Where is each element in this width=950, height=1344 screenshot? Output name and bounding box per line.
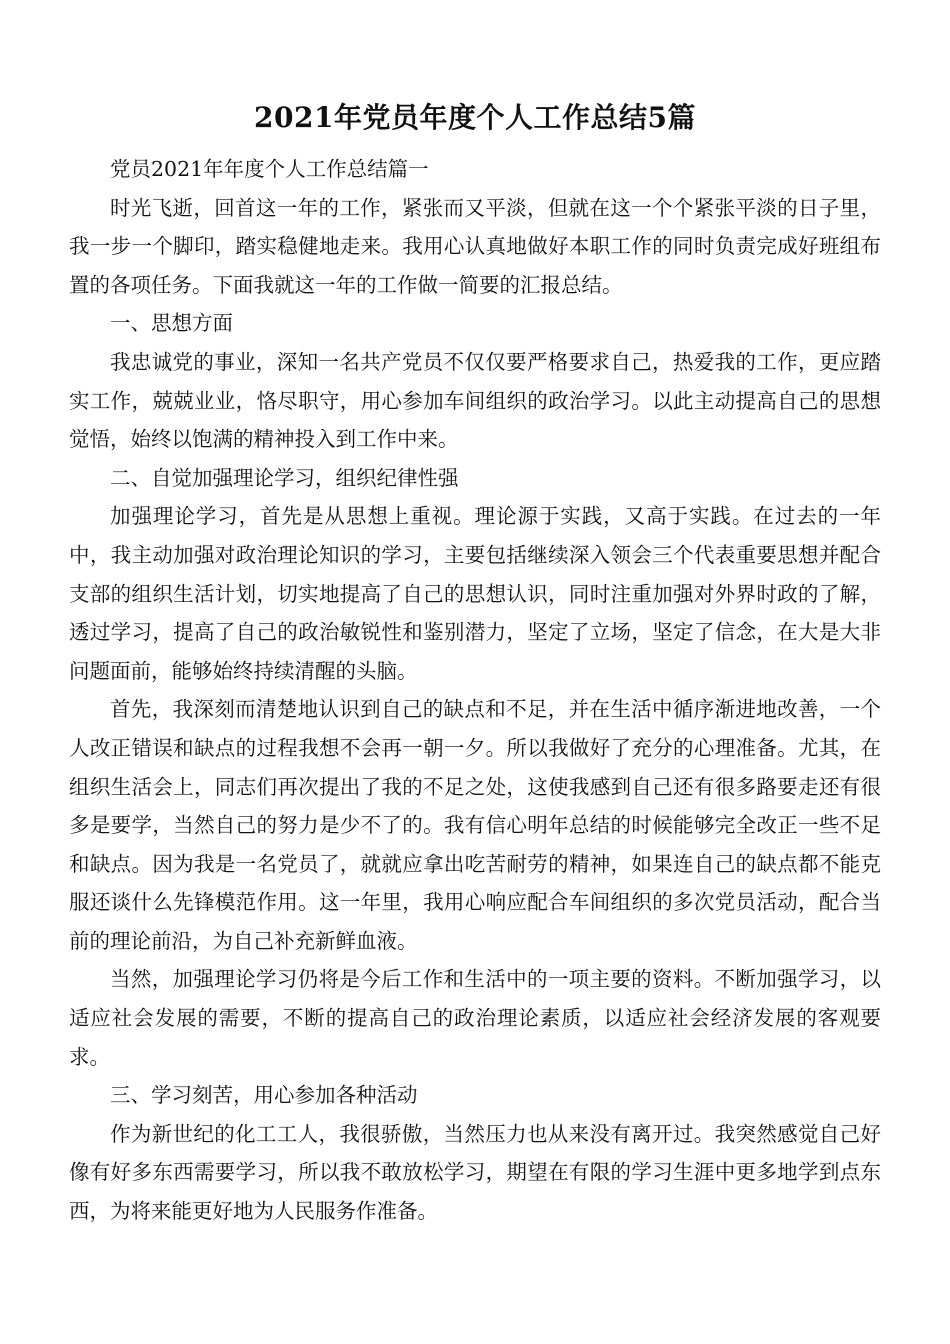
body-paragraph: 当然，加强理论学习仍将是今后工作和生活中的一项主要的资料。不断加强学习，以适应社会发展的需要，不断的提高自己的政治理论素质，以适应社会经济发展的客观要求。 bbox=[69, 967, 881, 1069]
body-paragraph: 作为新世纪的化工工人，我很骄傲，当然压力也从来没有离开过。我突然感觉自己好像有好多东西需要学习，所以我不敢放松学习，期望在有限的学习生涯中更多地学到点东西，为将来能更好地为人民服务作准备。 bbox=[69, 1121, 881, 1224]
body-paragraph: 首先，我深刻而清楚地认识到自己的缺点和不足，并在生活中循序渐进地改善，一个人改正错误和缺点的过程我想不会再一朝一夕。所以我做好了充分的心理准备。尤其，在组织生活会上，同志们再次提出了我的不足之处，这使我感到自己还有很多路要走还有很多是要学，当然自己的努力是少不了的。我有信心明年总结的时候能够完全改正一些不足和缺点。因为我是一名党员了，就就应拿出吃苦耐劳的精神，如果连自己的缺点都不能克服还谈什么先锋模范作用。这一年里，我用心响应配合车间组织的多次党员活动，配合当前的理论前沿，为自己补充新鲜血液。 bbox=[69, 697, 881, 953]
document-body bbox=[69, 150, 881, 1231]
section-heading: 党员2021年年度个人工作总结篇一 bbox=[110, 157, 429, 181]
body-paragraph: 我忠诚党的事业，深知一名共产党员不仅仅要严格要求自己，热爱我的工作，更应踏实工作，兢兢业业，恪尽职守，用心参加车间组织的政治学习。以此主动提高自己的思想觉悟，始终以饱满的精神投入到工作中来。 bbox=[69, 349, 881, 452]
body-paragraph: 时光飞逝，回首这一年的工作，紧张而又平淡，但就在这一个个紧张平淡的日子里，我一步一个脚印，踏实稳健地走来。我用心认真地做好本职工作的同时负责完成好班组布置的各项任务。下面我就这一年的工作做一简要的汇报总结。 bbox=[69, 195, 881, 297]
body-paragraph: 加强理论学习，首先是从思想上重视。理论源于实践，又高于实践。在过去的一年中，我主动加强对政治理论知识的学习，主要包括继续深入领会三个代表重要思想并配合支部的组织生活计划，切实地提高了自己的思想认识，同时注重加强对外界时政的了解，透过学习，提高了自己的政治敏锐性和鉴别潜力，坚定了立场，坚定了信念，在大是大非问题面前，能够始终持续清醒的头脑。 bbox=[69, 504, 881, 683]
subsection-heading: 三、学习刻苦，用心参加各种活动 bbox=[110, 1083, 418, 1108]
subsection-heading: 一、思想方面 bbox=[110, 311, 233, 336]
document-title: 2021年党员年度个人工作总结5篇 bbox=[254, 101, 696, 134]
subsection-heading: 二、自觉加强理论学习，组织纪律性强 bbox=[110, 465, 459, 490]
